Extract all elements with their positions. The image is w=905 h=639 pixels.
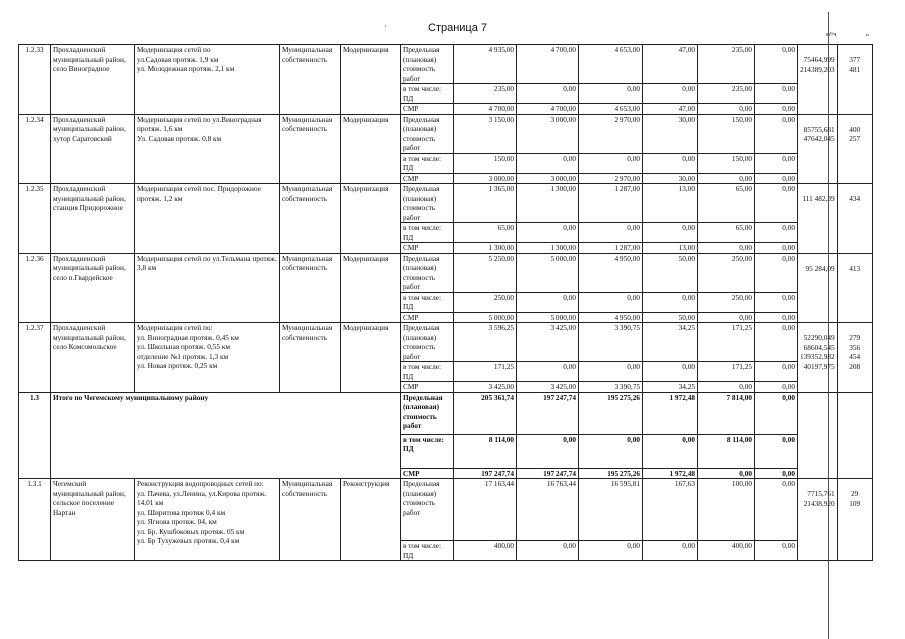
table-row [19,479,873,541]
cost-value-4: 167,63 [643,479,698,541]
cost-label: Предельная (плановая) стоимость работ [401,114,454,153]
cost-value-3: 1 287,00 [579,243,643,254]
cost-value-1: 8 114,00 [454,434,517,468]
owner-cell: Муниципальная собственность [280,114,341,184]
description-line: ул. Ягнова протяж. 04, км [137,517,217,526]
row-number: 1.2.35 [19,184,51,254]
total-capacity-empty [798,392,838,479]
cost-value-4: 34,25 [643,382,698,393]
cost-label: Предельная (плановая) стоимость работ [401,184,454,223]
cost-value-5: 8 114,00 [698,434,755,468]
cost-value-3: 3 390,75 [579,323,643,362]
description-line: ул.Садовая протяж. 1,9 км [137,54,219,64]
cost-value-1: 5 000,00 [454,312,517,323]
length-cell [837,114,872,184]
cost-value-2: 197 247,74 [517,468,579,479]
cost-value-1: 65,00 [454,223,517,243]
cost-value-6: 0,00 [755,153,798,173]
work-type-cell: Модернизация [341,323,401,393]
cost-value-6: 0,00 [755,312,798,323]
row-number: 1.2.37 [19,323,51,393]
cost-value-2: 1 300,00 [517,243,579,254]
cost-value-1: 1 300,00 [454,243,517,254]
cost-value-5: 0,00 [698,104,755,115]
description-line: Модернизация сетей по: [137,323,213,332]
cost-value-2: 5 000,00 [517,312,579,323]
cost-value-5: 235,00 [698,45,755,84]
description-cell [135,253,280,323]
cost-value-3: 4 950,00 [579,312,643,323]
table-row [19,323,873,362]
cost-value-5: 65,00 [698,223,755,243]
cost-value-5: 250,00 [698,292,755,312]
capacity-cell-item: 47642,045 [803,134,835,143]
description-line: отделение №1 протяж. 1,3 км [137,351,229,361]
total-length-empty [837,392,872,479]
corner-note-b: ₙ [866,30,870,38]
cost-value-4: 34,25 [643,323,698,362]
cost-value-4: 47,00 [643,45,698,84]
length-cell-item: 29 [851,489,859,498]
cost-value-5: 0,00 [698,312,755,323]
district-cell: Чегемский муниципальный район, сельское поселение Нартан [51,479,135,561]
cost-value-1: 150,00 [454,153,517,173]
total-row [19,392,873,434]
description-line: ул. Ширитова протяж 0,4 км [137,507,226,517]
cost-label: СМР [401,243,454,254]
cost-value-1: 3 000,00 [454,173,517,184]
cost-value-2: 3 000,00 [517,173,579,184]
description-line: ул. Пачева, ул.Ленина, ул.Кирова протяж. 14,01 км [137,488,267,507]
cost-value-5: 0,00 [698,243,755,254]
cost-value-5: 150,00 [698,114,755,153]
cost-value-3: 0,00 [579,223,643,243]
work-type-cell: Модернизация [341,253,401,323]
cost-value-3: 195 275,26 [579,468,643,479]
cost-label: в том числе: ПД [401,292,454,312]
description-cell [135,479,280,561]
owner-cell: Муниципальная собственность [280,479,341,561]
cost-label: СМР [401,382,454,393]
capacity-cell [798,114,838,184]
cost-label: СМР [401,312,454,323]
capacity-cell [798,323,838,393]
cost-value-6: 0,00 [755,45,798,84]
cost-label: СМР [401,468,454,479]
district-cell: Прохладненский муниципальный район, село Виноградное [51,45,135,115]
length-cell [837,253,872,323]
description-cell [135,184,280,254]
cost-value-5: 7 814,00 [698,392,755,434]
cost-value-3: 0,00 [579,362,643,382]
cost-label: Предельная (плановая) стоимость работ [401,479,454,541]
cost-value-5: 250,00 [698,253,755,292]
work-type-cell: Модернизация [341,184,401,254]
owner-cell: Муниципальная собственность [280,323,341,393]
cost-value-1: 171,25 [454,362,517,382]
cost-value-6: 0,00 [755,104,798,115]
district-cell: Прохладненский муниципальный район, хутор Саратовский [51,114,135,184]
cost-value-3: 195 275,26 [579,392,643,434]
cost-value-3: 16 595,81 [579,479,643,541]
cost-value-2: 0,00 [517,292,579,312]
cost-value-6: 0,00 [755,184,798,223]
table-row [19,45,873,84]
capacity-cell-item: 21438,920 [803,498,835,508]
cost-value-2: 3 000,00 [517,114,579,153]
cost-value-5: 171,25 [698,362,755,382]
row-number: 1.3.1 [19,479,51,561]
length-cell [837,184,872,254]
cost-value-6: 0,00 [755,362,798,382]
cost-label: в том числе: ПД [401,84,454,104]
row-number: 1.2.36 [19,253,51,323]
cost-value-1: 197 247,74 [454,468,517,479]
capacity-cell-item: 85755,681 [803,124,835,134]
cost-value-4: 0,00 [643,362,698,382]
cost-value-3: 2 970,00 [579,114,643,153]
cost-value-3: 3 390,75 [579,382,643,393]
cost-value-4: 0,00 [643,223,698,243]
cost-value-2: 16 763,44 [517,479,579,541]
cost-value-4: 0,00 [643,84,698,104]
capacity-cell [798,253,838,323]
cost-value-2: 0,00 [517,434,579,468]
cost-label: Предельная (плановая) стоимость работ [401,392,454,434]
work-type-cell: Модернизация [341,114,401,184]
capacity-cell-item: 40197,975 [803,361,835,371]
description-line: ул. Школьная протяж. 0,55 км [137,342,230,351]
cost-label: в том числе: ПД [401,434,454,468]
description-cell [135,114,280,184]
description-cell [135,323,280,393]
district-cell: Прохладненский муниципальный район, село Комсомольское [51,323,135,393]
description-line: Модернизация сетей по ул.Тельмана протяж. 3,8 км [137,253,277,272]
length-cell-item: 454 [849,352,861,361]
capacity-cell-item: 111 482,39 [802,194,835,203]
cost-value-2: 3 425,00 [517,323,579,362]
description-line: ул. Бр Тухужевых протяж. 0,4 км [137,536,240,545]
cost-value-4: 0,00 [643,292,698,312]
cost-value-2: 4 700,00 [517,45,579,84]
cost-value-6: 0,00 [755,541,798,561]
cost-value-4: 0,00 [643,541,698,561]
description-line: Модернизация сетей по ул.Виноградная протяж. 1,6 км [137,114,262,133]
cost-value-4: 50,00 [643,253,698,292]
owner-cell: Муниципальная собственность [280,253,341,323]
cost-value-4: 30,00 [643,173,698,184]
total-title: Итого по Чегемскому муниципальному району [51,392,401,479]
cost-value-5: 171,25 [698,323,755,362]
cost-value-3: 0,00 [579,84,643,104]
description-line: Ул. Садовая протяж. 0,8 км [137,133,222,143]
description-line: Модернизация сетей пос. Придорожное протяж. 1,2 км [137,184,261,203]
cost-value-2: 1 300,00 [517,184,579,223]
length-cell-item: 377 [849,55,861,64]
row-number: 1.2.33 [19,45,51,115]
row-number: 1.2.34 [19,114,51,184]
length-cell [837,323,872,393]
cost-value-1: 235,00 [454,84,517,104]
capacity-cell-item: 214389,203 [800,64,835,74]
cost-value-5: 65,00 [698,184,755,223]
table-row [19,253,873,292]
district-cell: Прохладненский муниципальный район, село п.Гвардейское [51,253,135,323]
cost-value-2: 4 700,00 [517,104,579,115]
corner-note-a: м³/ч [826,32,837,38]
description-line: ул. Бр. Кушбоковых протяж. 05 км [137,526,245,536]
cost-value-6: 0,00 [755,114,798,153]
page-title: Страница 7 [428,22,488,34]
cost-label: в том числе: ПД [401,362,454,382]
cost-value-4: 1 972,48 [643,468,698,479]
cost-value-1: 4 700,00 [454,104,517,115]
work-type-cell: Модернизация [341,45,401,115]
length-cell [837,45,872,115]
capacity-cell-item: 139352,982 [800,352,835,361]
cost-label: СМР [401,104,454,115]
cost-value-6: 0,00 [755,382,798,393]
cost-value-3: 4 653,00 [579,104,643,115]
cost-value-3: 4 950,00 [579,253,643,292]
capacity-cell-item: 68604,545 [803,342,835,352]
table-row [19,114,873,153]
cost-value-4: 1 972,48 [643,392,698,434]
owner-cell: Муниципальная собственность [280,45,341,115]
cost-value-2: 3 425,00 [517,382,579,393]
cost-value-2: 0,00 [517,541,579,561]
cost-value-3: 1 287,00 [579,184,643,223]
cost-value-3: 0,00 [579,541,643,561]
cost-value-5: 235,00 [698,84,755,104]
cost-value-6: 0,00 [755,468,798,479]
length-cell-item: 356 [849,342,861,352]
cost-value-2: 197 247,74 [517,392,579,434]
cost-value-4: 13,00 [643,243,698,254]
description-line: ул. Новая протяж. 0,25 км [137,361,218,370]
cost-value-5: 150,00 [698,153,755,173]
capacity-cell-item: 52290,049 [803,333,835,342]
capacity-cell-item: 95 284,09 [805,263,835,273]
cost-value-6: 0,00 [755,223,798,243]
cost-value-5: 0,00 [698,382,755,393]
cost-value-3: 0,00 [579,153,643,173]
cost-label: в том числе: ПД [401,153,454,173]
length-cell-item: 434 [849,194,861,203]
length-cell-item: 257 [849,134,861,143]
description-line: Модернизация сетей по [137,45,211,54]
description-line: ул. Виноградная протяж. 0,45 км [137,332,239,342]
investment-table [18,44,873,561]
total-number: 1.3 [19,392,51,479]
cost-value-6: 0,00 [755,243,798,254]
cost-label: Предельная (плановая) стоимость работ [401,253,454,292]
capacity-cell [798,479,838,561]
cost-value-5: 400,00 [698,541,755,561]
cost-label: в том числе: ПД [401,541,454,561]
cost-value-3: 0,00 [579,292,643,312]
length-cell-item: 413 [849,263,861,273]
cost-value-2: 0,00 [517,153,579,173]
cost-value-6: 0,00 [755,253,798,292]
cost-value-6: 0,00 [755,479,798,541]
cost-value-1: 3 596,25 [454,323,517,362]
length-cell-item: 400 [849,124,861,134]
cost-value-6: 0,00 [755,292,798,312]
cost-value-1: 205 361,74 [454,392,517,434]
capacity-cell [798,45,838,115]
description-line: Реконструкция водопроводных сетей по: [137,479,264,488]
cost-value-1: 250,00 [454,292,517,312]
length-cell-item: 279 [849,333,861,342]
cost-value-1: 1 365,00 [454,184,517,223]
cost-value-1: 17 163,44 [454,479,517,541]
cost-value-6: 0,00 [755,173,798,184]
cost-value-2: 0,00 [517,223,579,243]
cost-label: Предельная (плановая) стоимость работ [401,45,454,84]
cost-value-1: 3 150,00 [454,114,517,153]
cost-value-5: 0,00 [698,173,755,184]
description-cell [135,45,280,115]
cost-value-4: 50,00 [643,312,698,323]
cost-label: СМР [401,173,454,184]
description-line: ул. Молодежная протяж. 2,1 км [137,64,235,73]
cost-value-6: 0,00 [755,323,798,362]
capacity-cell-item: 7715,761 [807,489,835,498]
cost-value-6: 0,00 [755,84,798,104]
header-mark: ` [384,24,387,34]
cost-value-3: 2 970,00 [579,173,643,184]
cost-value-4: 13,00 [643,184,698,223]
length-cell-item: 208 [849,361,861,371]
owner-cell: Муниципальная собственность [280,184,341,254]
cost-value-1: 400,00 [454,541,517,561]
cost-value-1: 4 935,00 [454,45,517,84]
cost-label: Предельная (плановая) стоимость работ [401,323,454,362]
cost-value-2: 0,00 [517,362,579,382]
cost-value-1: 5 250,00 [454,253,517,292]
cost-label: в том числе: ПД [401,223,454,243]
capacity-cell-item: 75464,999 [803,55,835,64]
table-body [19,45,873,561]
cost-value-4: 0,00 [643,153,698,173]
cost-value-6: 0,00 [755,434,798,468]
length-cell-item: 109 [849,498,861,508]
cost-value-3: 0,00 [579,434,643,468]
district-cell: Прохладненский муниципальный район, станция Придорожное [51,184,135,254]
length-cell [837,479,872,561]
cost-value-4: 0,00 [643,434,698,468]
cost-value-5: 0,00 [698,468,755,479]
length-cell-item: 481 [849,64,861,74]
cost-value-3: 4 653,00 [579,45,643,84]
cost-value-4: 30,00 [643,114,698,153]
cost-value-6: 0,00 [755,392,798,434]
cost-value-2: 0,00 [517,84,579,104]
table-row [19,184,873,223]
cost-value-5: 100,00 [698,479,755,541]
cost-value-1: 3 425,00 [454,382,517,393]
capacity-cell [798,184,838,254]
cost-value-4: 47,00 [643,104,698,115]
cost-value-2: 5 000,00 [517,253,579,292]
work-type-cell: Реконструкция [341,479,401,561]
